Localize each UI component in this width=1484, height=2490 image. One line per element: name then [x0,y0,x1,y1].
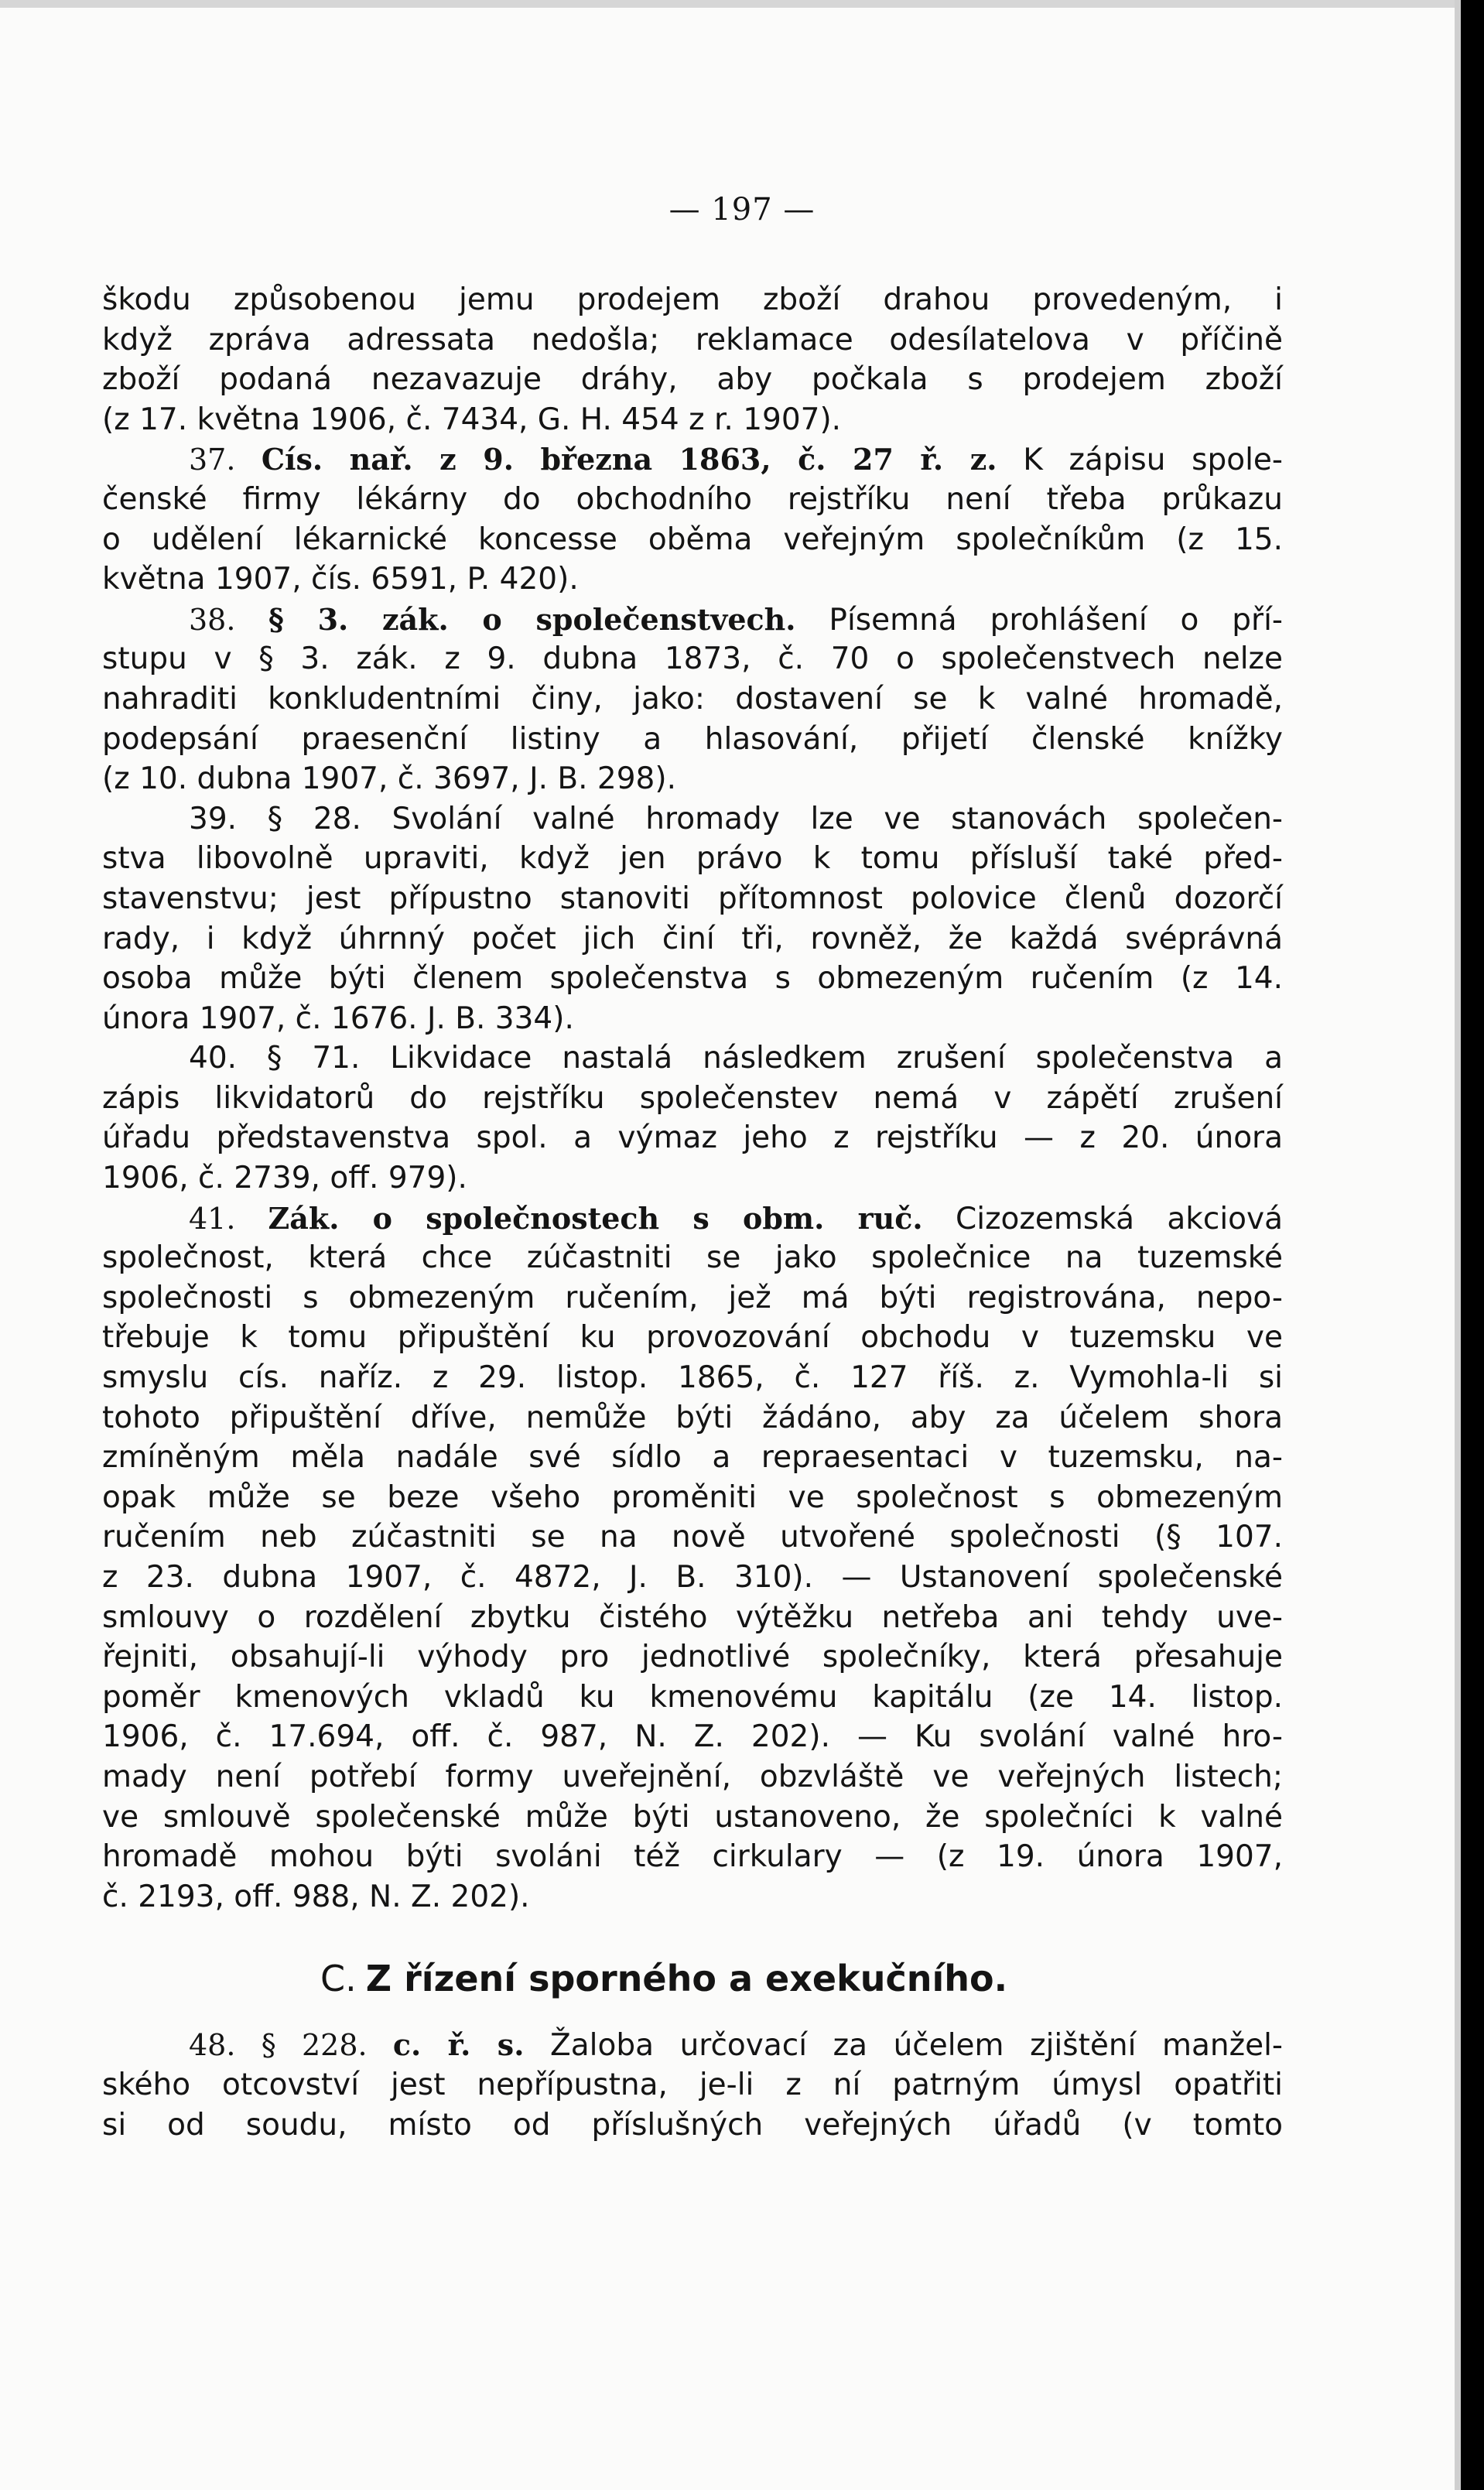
scan-edge-shadow [1455,0,1461,2490]
text-segment: 38. [189,602,268,637]
text-line [102,1678,1283,1718]
page-number: — 197 — [668,192,816,227]
text-line [102,1517,1283,1558]
text-segment: Písemná prohlášení o pří- [795,602,1283,638]
text-segment: stavenstvu; jest přípustno stanoviti přítomnost polovice členů dozorčí [102,881,1283,916]
text-line [102,1398,1283,1438]
text-line [102,360,1283,400]
text-segment: zápis likvidatorů do rejstříku společenstev nemá v zápětí zrušení [102,1080,1283,1116]
bold-citation: Zák. o společnostech s obm. ruč. [268,1200,923,1236]
text-line [102,2065,1283,2105]
text-line [102,1717,1283,1757]
body-text [102,280,1283,2145]
text-line [102,480,1283,520]
text-segment: opak může se beze všeho proměniti ve společnost s obmezeným [102,1479,1283,1515]
text-line [102,1238,1283,1278]
text-segment: ského otcovství jest nepřípustna, je-li z ní patrným úmysl opatřiti [102,2067,1283,2102]
text-segment: 1906, č. 17.694, off. č. 987, N. Z. 202). — Ku svolání valné hro- [102,1719,1283,1755]
text-line [102,759,1283,799]
text-line [102,1478,1283,1518]
text-line [102,999,1283,1039]
text-segment: osoba může býti členem společenstva s obmezeným ručením (z 14. [102,961,1283,997]
text-line [102,600,1283,640]
section-letter: C. [320,1958,357,2000]
text-segment: o udělení lékarnické koncesse oběma veřejným společníkům (z 15. [102,522,1283,557]
text-line [102,799,1283,840]
text-segment: 1906, č. 2739, off. 979). [102,1161,467,1196]
text-segment: února 1907, č. 1676. J. B. 334). [102,1000,574,1036]
text-segment: (z 10. dubna 1907, č. 3697, J. B. 298). [102,761,676,797]
bold-citation: § 3. zák. o společenstvech. [268,601,796,637]
text-segment: úřadu představenstva spol. a výmaz jeho z rejstříku — z 20. února [102,1120,1283,1156]
text-line [102,679,1283,720]
text-line [102,1637,1283,1678]
text-segment: mady není potřebí formy uveřejnění, obzvláště ve veřejných listech; [102,1759,1283,1794]
text-segment: zmíněným měla nadále své sídlo a repraesentaci v tuzemsku, na- [102,1440,1283,1476]
text-segment: když zpráva adressata nedošla; reklamace odesílatelova v příčině [102,322,1283,357]
text-segment: poměr kmenových vkladů ku kmenovému kapitálu (ze 14. listop. [102,1679,1283,1715]
section-heading [102,1917,1283,2025]
text-line [102,1318,1283,1358]
text-line [102,1757,1283,1797]
text-line [102,839,1283,879]
text-segment: smyslu cís. naříz. z 29. listop. 1865, č. 127 říš. z. Vymohla-li si [102,1360,1283,1396]
text-line [102,320,1283,361]
text-line [102,959,1283,999]
text-line [102,280,1283,320]
text-segment: stva libovolně upraviti, když jen právo k tomu přísluší také před- [102,841,1283,877]
text-segment: zboží podaná nezavazuje dráhy, aby počkala s prodejem zboží [102,362,1283,398]
text-segment: třebuje k tomu připuštění ku provozování obchodu v tuzemsku ve [102,1320,1283,1356]
text-segment: 41. [189,1201,268,1236]
scan-edge-right [1461,0,1484,2490]
text-line [102,1438,1283,1478]
text-segment: společnosti s obmezeným ručením, jež má býti registrována, nepo- [102,1280,1283,1315]
text-segment: tohoto připuštění dříve, nemůže býti žádáno, aby za účelem shora [102,1400,1283,1435]
text-segment: si od soudu, místo od příslušných veřejných úřadů (v tomto [102,2107,1283,2143]
text-line [102,440,1283,480]
text-line [102,2105,1283,2146]
text-segment: 39. § 28. Svolání valné hromady lze ve stanovách společen- [189,801,1283,836]
text-line [102,1797,1283,1838]
text-line [102,400,1283,440]
text-segment: Cizozemská akciová [922,1201,1283,1236]
text-segment: 37. [189,443,262,477]
text-segment: 48. § 228. [189,2028,393,2063]
text-line [102,1278,1283,1319]
text-line [102,639,1283,679]
text-segment: stupu v § 3. zák. z 9. dubna 1873, č. 70 o společenstvech nelze [102,641,1283,677]
text-segment: (z 17. května 1906, č. 7434, G. H. 454 z r. 1907). [102,402,842,437]
bold-citation: c. ř. s. [392,2027,525,2063]
text-line [102,1558,1283,1598]
paragraphs-block [102,280,1283,1917]
text-segment: rady, i když úhrnný počet jich činí tři, rovněž, že každá svéprávná [102,921,1283,956]
text-line [102,1158,1283,1199]
text-segment: ručením neb zúčastniti se na nově utvořené společnosti (§ 107. [102,1520,1283,1555]
text-segment: nahraditi konkludentními činy, jako: dostavení se k valné hromadě, [102,681,1283,717]
text-segment: podepsání praesenční listiny a hlasování, přijetí členské knížky [102,721,1283,757]
text-segment: K zápisu spole- [997,443,1283,478]
text-segment: škodu způsobenou jemu prodejem zboží drahou provedeným, i [102,282,1283,317]
text-line [102,1079,1283,1119]
text-line [102,520,1283,560]
text-line [102,1598,1283,1638]
text-segment: řejniti, obsahují-li výhody pro jednotlivé společníky, která přesahuje [102,1640,1283,1675]
text-line [102,1877,1283,1917]
text-segment: z 23. dubna 1907, č. 4872, J. B. 310). — Ustanovení společenské [102,1560,1283,1595]
text-line [102,720,1283,760]
text-segment: č. 2193, off. 988, N. Z. 202). [102,1879,530,1914]
text-line [102,879,1283,919]
text-line [102,2025,1283,2065]
bold-citation: Cís. nař. z 9. března 1863, č. 27 ř. z. [261,442,997,477]
scan-edge-top [0,0,1484,8]
text-segment: hromadě mohou býti svoláni též cirkulary — (z 19. února 1907, [102,1839,1283,1875]
text-line [102,1837,1283,1877]
paragraphs-block-2 [102,2025,1283,2145]
text-segment: května 1907, čís. 6591, P. 420). [102,562,579,597]
text-segment: smlouvy o rozdělení zbytku čistého výtěžku netřeba ani tehdy uve- [102,1599,1283,1635]
text-segment: čenské firmy lékárny do obchodního rejstříku není třeba průkazu [102,481,1283,517]
text-segment: společnost, která chce zúčastniti se jako společnice na tuzemské [102,1240,1283,1276]
section-title: Z řízení sporného a exekučního. [365,1958,1008,2000]
text-segment: Žaloba určovací za účelem zjištění manžel- [524,2028,1283,2064]
text-segment: 40. § 71. Likvidace nastalá následkem zrušení společenstva a [189,1041,1283,1076]
text-line [102,919,1283,959]
text-line [102,1358,1283,1398]
text-segment: ve smlouvě společenské může býti ustanoveno, že společníci k valné [102,1799,1283,1835]
text-line [102,1038,1283,1079]
text-line [102,559,1283,600]
text-line [102,1118,1283,1158]
text-line [102,1199,1283,1239]
